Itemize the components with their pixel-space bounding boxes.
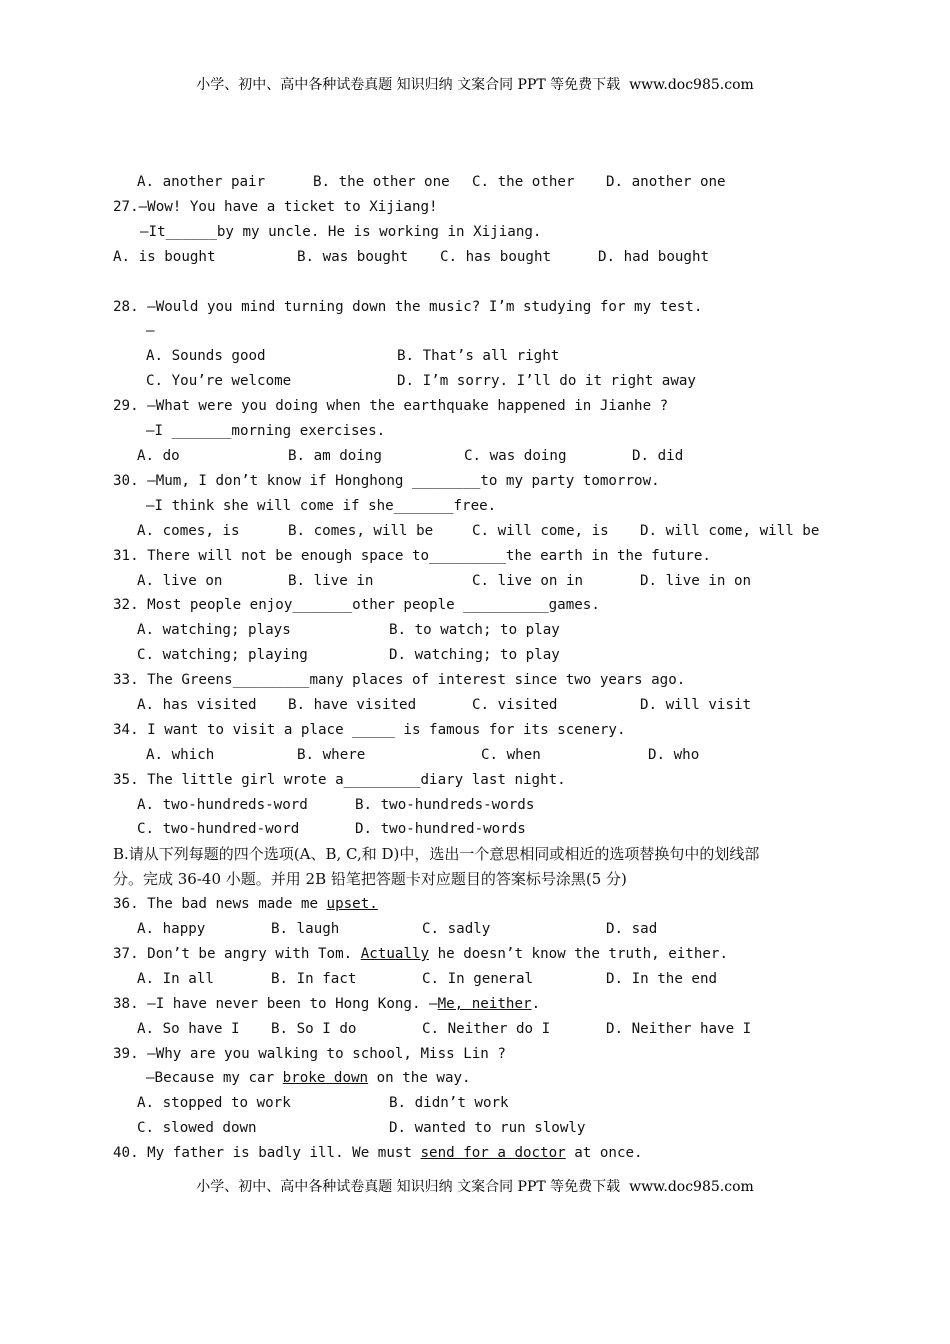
q39-option-a: A. stopped to work — [137, 1095, 291, 1111]
q35-option-d: D. two-hundred-words — [355, 821, 526, 837]
q34-option-c: C. when — [481, 747, 541, 763]
q39-line2 — [146, 1069, 471, 1087]
q36-stem — [113, 895, 378, 913]
q28-option-a: A. Sounds good — [146, 348, 266, 364]
q34-option-b: B. where — [297, 747, 366, 763]
q40-stem-rest: at once. — [565, 1145, 643, 1161]
q37-option-a: A. In all — [137, 971, 214, 987]
q33-option-c: C. visited — [472, 697, 558, 713]
q36-option-c: C. sadly — [422, 921, 491, 937]
q36-option-d: D. sad — [606, 921, 658, 937]
q37-stem — [113, 945, 728, 963]
q30-option-d: D. will come, will be — [640, 523, 820, 539]
q30-option-c: C. will come, is — [472, 523, 609, 539]
q39-option-b: B. didn’t work — [389, 1095, 509, 1111]
q34-option-d: D. who — [648, 747, 700, 763]
q32-stem: 32. Most people enjoy_______other people __________games. — [113, 597, 600, 613]
q32-option-b: B. to watch; to play — [389, 622, 560, 638]
q29-stem: 29. —What were you doing when the earthquake happened in Jianhe ? — [113, 398, 669, 414]
q31-option-d: D. live in on — [640, 573, 752, 589]
q35-option-a: A. two-hundreds-word — [137, 797, 308, 813]
q37-option-c: C. In general — [422, 971, 534, 987]
q36-option-b: B. laugh — [271, 921, 340, 937]
q31-option-b: B. live in — [288, 573, 374, 589]
q38-option-a: A. So have I — [137, 1021, 240, 1037]
q33-stem: 33. The Greens_________many places of interest since two years ago. — [113, 672, 686, 688]
q39-option-d: D. wanted to run slowly — [389, 1120, 586, 1136]
q28-option-b: B. That’s all right — [397, 348, 560, 364]
q38-stem — [113, 995, 540, 1013]
q40-underlined-word: send for a doctor — [420, 1145, 566, 1161]
q34-stem: 34. I want to visit a place _____ is famous for its scenery. — [113, 722, 626, 738]
q31-option-c: C. live on in — [472, 573, 584, 589]
q27-option-d: D. had bought — [598, 249, 710, 265]
q32-option-c: C. watching; playing — [137, 647, 308, 663]
q29-line2: —I _______morning exercises. — [146, 423, 386, 439]
q36-stem-text: 36. The bad news made me — [113, 896, 327, 912]
page-header: 小学、初中、高中各种试卷真题 知识归纳 文案合同 PPT 等免费下载 www.doc985.com — [196, 77, 754, 93]
q39-line2-text: —Because my car — [146, 1070, 283, 1086]
q40-stem — [113, 1144, 643, 1162]
q30-stem: 30. —Mum, I don’t know if Honghong ________to my party tomorrow. — [113, 473, 660, 489]
q27-option-c: C. has bought — [440, 249, 552, 265]
section-b-instructions-line2: 分。完成 36-40 小题。并用 2B 铅笔把答题卡对应题目的答案标号涂黑(5 分) — [113, 870, 627, 888]
q30-option-b: B. comes, will be — [288, 523, 434, 539]
q33-option-d: D. will visit — [640, 697, 752, 713]
q37-option-b: B. In fact — [271, 971, 357, 987]
q28-option-d: D. I’m sorry. I’ll do it right away — [397, 373, 696, 389]
q30-option-a: A. comes, is — [137, 523, 240, 539]
q35-option-b: B. two-hundreds-words — [355, 797, 535, 813]
q36-underlined-word: upset. — [326, 896, 378, 912]
q38-option-d: D. Neither have I — [606, 1021, 752, 1037]
q38-stem-text: 38. —I have never been to Hong Kong. — — [113, 996, 438, 1012]
q39-option-c: C. slowed down — [137, 1120, 257, 1136]
q26-option-a: A. another pair — [137, 174, 266, 190]
q29-option-c: C. was doing — [464, 448, 567, 464]
q37-stem-text: 37. Don’t be angry with Tom. — [113, 946, 361, 962]
q36-option-a: A. happy — [137, 921, 206, 937]
q27-option-b: B. was bought — [297, 249, 409, 265]
q27-stem: 27.—Wow! You have a ticket to Xijiang! — [113, 199, 438, 215]
q27-option-a: A. is bought — [113, 249, 216, 265]
q37-option-d: D. In the end — [606, 971, 718, 987]
q33-option-b: B. have visited — [288, 697, 417, 713]
q38-option-c: C. Neither do I — [422, 1021, 551, 1037]
q29-option-d: D. did — [632, 448, 684, 464]
q37-stem-rest: he doesn’t know the truth, either. — [429, 946, 729, 962]
q34-option-a: A. which — [146, 747, 215, 763]
q39-underlined-word: broke down — [282, 1070, 369, 1086]
q30-line2: —I think she will come if she_______free. — [146, 498, 497, 514]
q38-option-b: B. So I do — [271, 1021, 357, 1037]
q26-option-c: C. the other — [472, 174, 575, 190]
q38-underlined-word: Me, neither — [437, 996, 532, 1012]
q26-option-d: D. another one — [606, 174, 726, 190]
q26-option-b: B. the other one — [313, 174, 450, 190]
q31-option-a: A. live on — [137, 573, 223, 589]
q28-line2: — — [146, 323, 155, 339]
q39-line2-rest: on the way. — [368, 1070, 471, 1086]
q27-line2: —It______by my uncle. He is working in Xijiang. — [140, 224, 542, 240]
q29-option-b: B. am doing — [288, 448, 382, 464]
q28-option-c: C. You’re welcome — [146, 373, 292, 389]
q35-option-c: C. two-hundred-word — [137, 821, 300, 837]
page-footer: 小学、初中、高中各种试卷真题 知识归纳 文案合同 PPT 等免费下载 www.doc985.com — [196, 1179, 754, 1195]
q29-option-a: A. do — [137, 448, 180, 464]
q35-stem: 35. The little girl wrote a_________diary last night. — [113, 772, 566, 788]
section-b-instructions-line1: B.请从下列每题的四个选项(A、B, C,和 D)中，选出一个意思相同或相近的选项替换句中的划线部 — [113, 845, 760, 863]
q33-option-a: A. has visited — [137, 697, 257, 713]
q28-stem: 28. —Would you mind turning down the music? I’m studying for my test. — [113, 299, 703, 315]
q37-underlined-word: Actually — [360, 946, 430, 962]
q32-option-a: A. watching; plays — [137, 622, 291, 638]
q40-stem-text: 40. My father is badly ill. We must — [113, 1145, 421, 1161]
q32-option-d: D. watching; to play — [389, 647, 560, 663]
q39-stem: 39. —Why are you walking to school, Miss Lin ? — [113, 1046, 506, 1062]
q31-stem: 31. There will not be enough space to_________the earth in the future. — [113, 548, 711, 564]
q38-stem-rest: . — [531, 996, 541, 1012]
